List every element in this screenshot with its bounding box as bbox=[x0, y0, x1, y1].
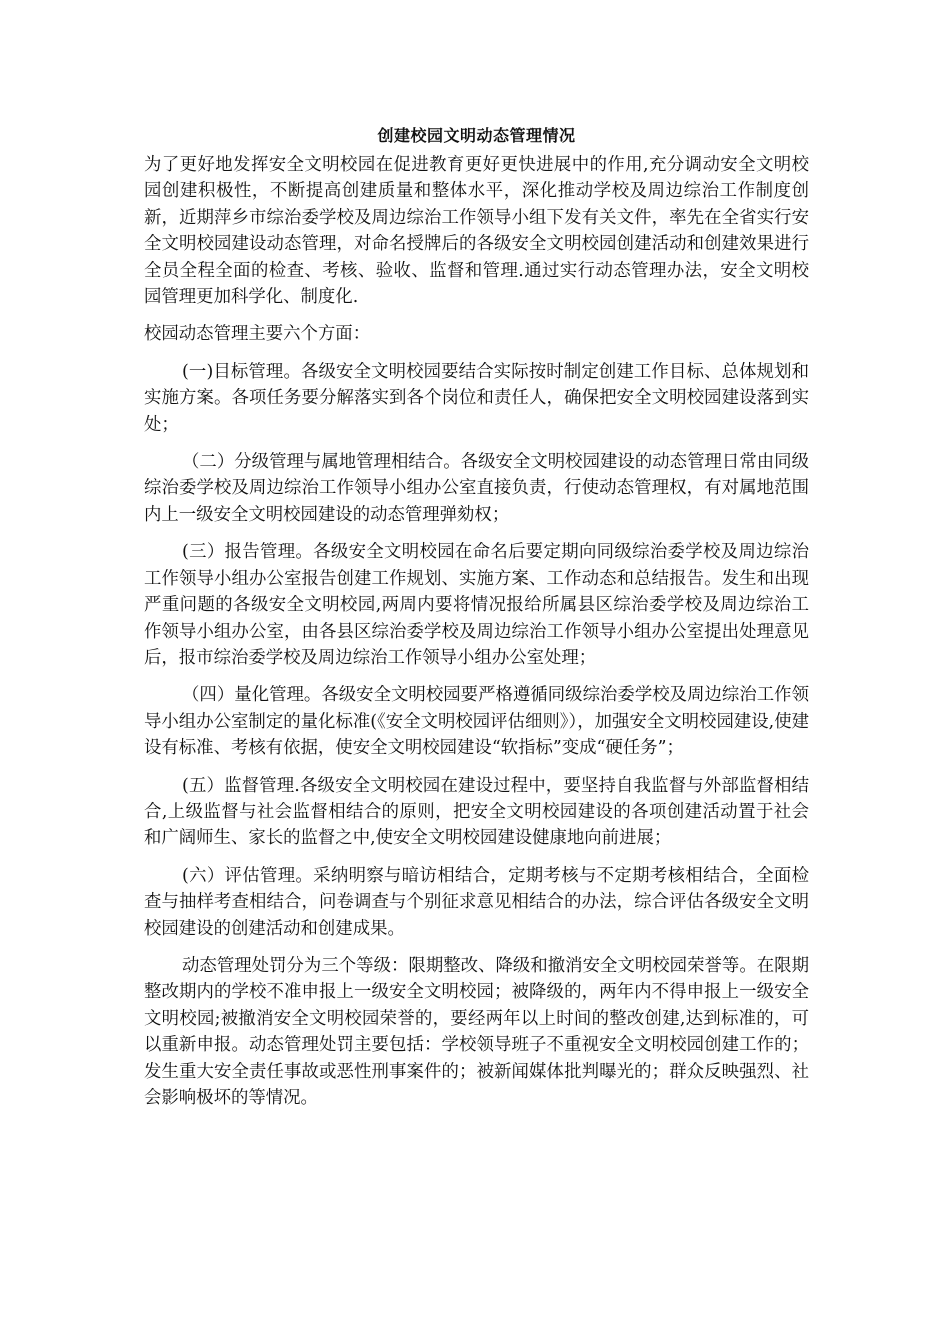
item-paragraph-6: (六）评估管理。采纳明察与暗访相结合，定期考核与不定期考核相结合，全面检查与抽样考查相结合，问卷调查与个别征求意见相结合的办法，综合评估各级安全文明校园建设的创建活动和创建成果。 bbox=[144, 865, 809, 939]
aspects-heading: 校园动态管理主要六个方面： bbox=[144, 324, 371, 345]
item-paragraph-3: (三）报告管理。各级安全文明校园在命名后要定期向同级综治委学校及周边综治工作领导小组办公室报告创建工作规划、实施方案、工作动态和总结报告。发生和出现严重问题的各级安全文明校园,两周内要将情况报给所属县区综治委学校及周边综治工作领导小组办公室，由各县区综治委学校及周边综治工作领导小组办公室提出处理意见后，报市综治委学校及周边综治工作领导小组办公室处理； bbox=[144, 542, 809, 668]
item-paragraph-4: （四）量化管理。各级安全文明校园要严格遵循同级综治委学校及周边综治工作领导小组办公室制定的量化标准(《安全文明校园评估细则》），加强安全文明校园建设,使建设有标准、考核有依据，使安全文明校园建设“软指标”变成“硬任务”； bbox=[144, 685, 809, 759]
item-paragraph-2: （二）分级管理与属地管理相结合。各级安全文明校园建设的动态管理日常由同级综治委学校及周边综治工作领导小组办公室直接负责，行使动态管理权，有对属地范围内上一级安全文明校园建设的动态管理弹劾权； bbox=[144, 452, 809, 525]
penalty-paragraph: 动态管理处罚分为三个等级：限期整改、降级和撤消安全文明校园荣誉等。在限期整改期内的学校不准申报上一级安全文明校园；被降级的，两年内不得申报上一级安全文明校园;被撤消安全文明校园荣誉的，要经两年以上时间的整改创建,达到标准的，可以重新申报。动态管理处罚主要包括：学校领导班子不重视安全文明校园创建工作的；发生重大安全责任事故或恶性刑事案件的；被新闻媒体批判曝光的；群众反映强烈、社会影响极坏的等情况。 bbox=[144, 955, 809, 1108]
item-paragraph-1: (一)目标管理。各级安全文明校园要结合实际按时制定创建工作目标、总体规划和实施方案。各项任务要分解落实到各个岗位和责任人，确保把安全文明校园建设落到实处； bbox=[144, 361, 809, 435]
intro-paragraph: 为了更好地发挥安全文明校园在促进教育更好更快进展中的作用,充分调动安全文明校园创建积极性，不断提高创建质量和整体水平，深化推动学校及周边综治工作制度创新，近期萍乡市综治委学校及周边综治工作领导小组下发有关文件，率先在全省实行安全文明校园建设动态管理，对命名授牌后的各级安全文明校园创建活动和创建效果进行全员全程全面的检查、考核、验收、监督和管理.通过实行动态管理办法，安全文明校园管理更加科学化、制度化. bbox=[144, 155, 809, 308]
document-title: 创建校园文明动态管理情况 bbox=[377, 126, 576, 145]
document-page bbox=[144, 124, 809, 1122]
item-paragraph-5: (五）监督管理.各级安全文明校园在建设过程中，要坚持自我监督与外部监督相结合,上级监督与社会监督相结合的原则，把安全文明校园建设的各项创建活动置于社会和广阔师生、家长的监督之中,使安全文明校园建设健康地向前进展； bbox=[144, 775, 809, 849]
